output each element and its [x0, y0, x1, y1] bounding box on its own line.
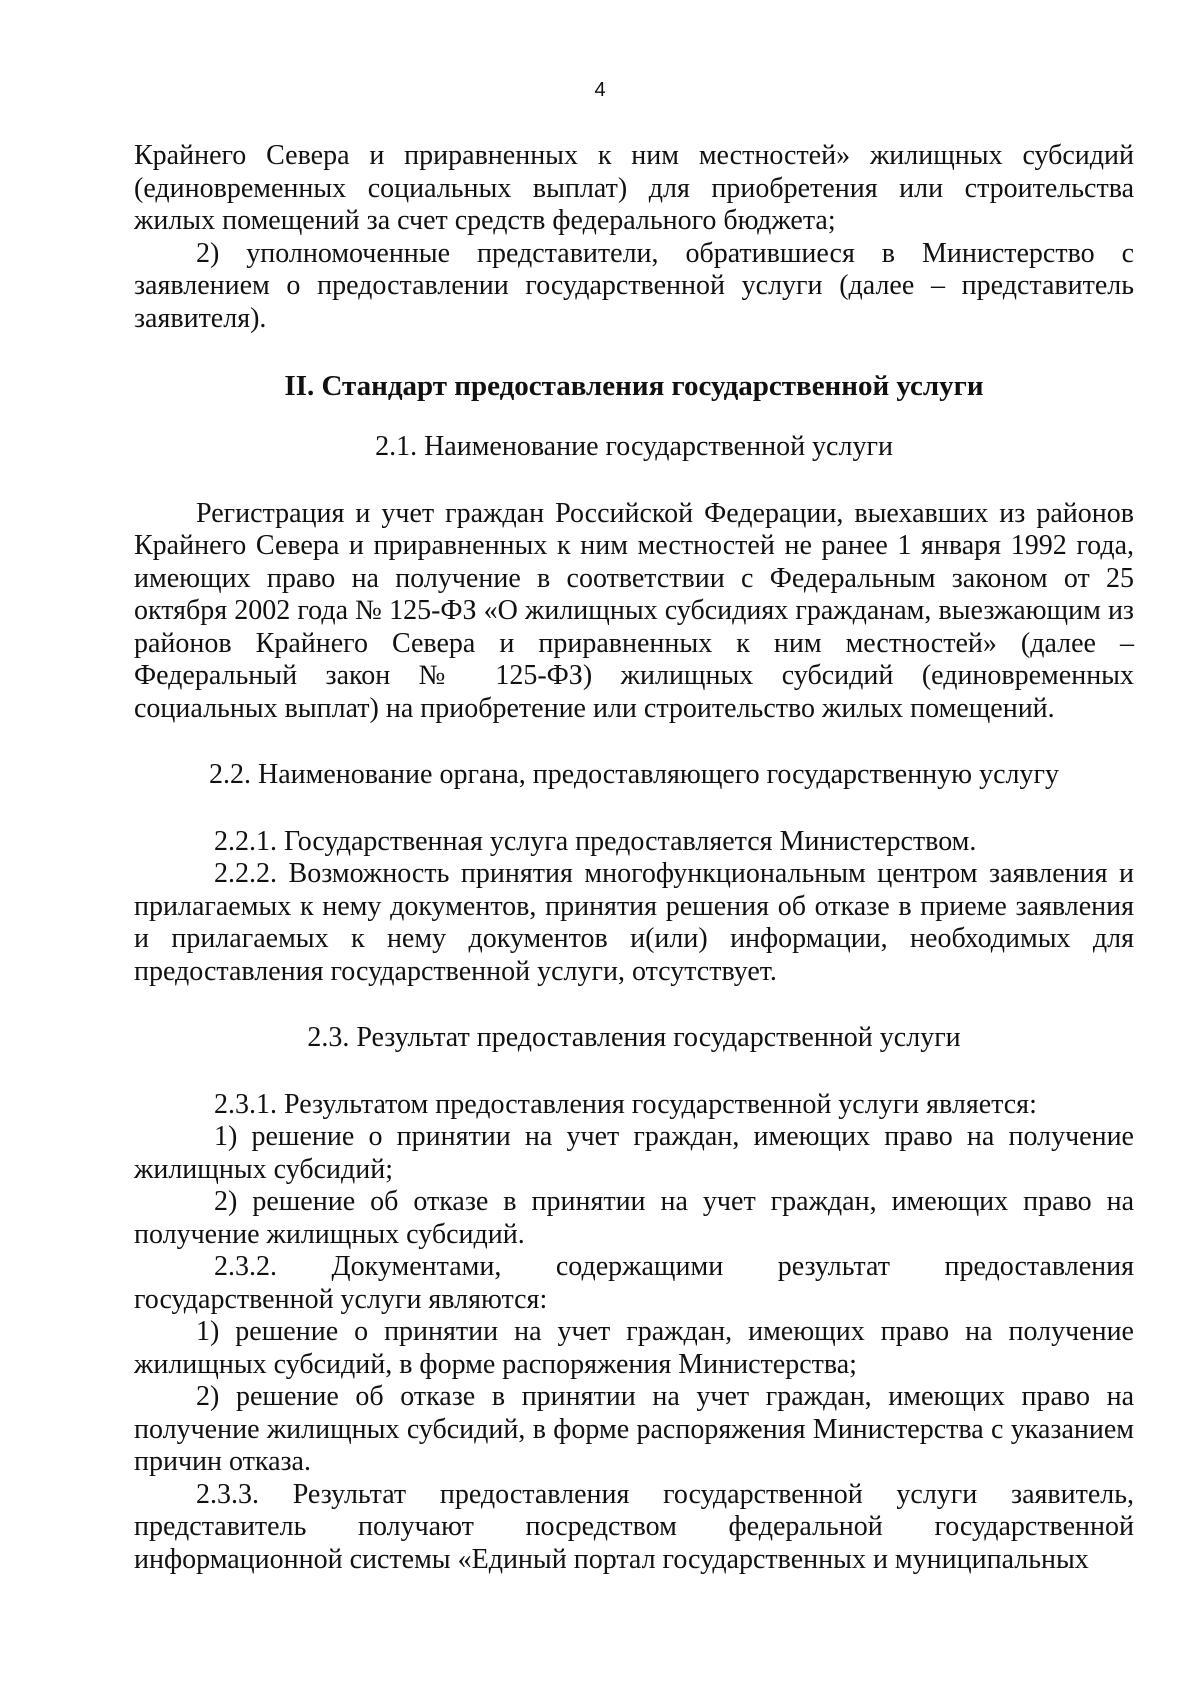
document-body: [134, 140, 1134, 1576]
list-item: 1) решение о принятии на учет граждан, имеющих право на получение жилищных субсидий;: [134, 1121, 1134, 1185]
page-number: 4: [594, 79, 606, 101]
paragraph: 2.3.2. Документами, содержащими результат предоставления государственной услуги являются:: [134, 1251, 1134, 1315]
section-heading: II. Стандарт предоставления государственной услуги: [284, 370, 984, 402]
paragraph: 2.3.1. Результатом предоставления государственной услуги является:: [214, 1088, 1037, 1120]
subsection-heading: 2.2. Наименование органа, предоставляющего государственную услугу: [209, 759, 1059, 790]
list-item: 1) решение о принятии на учет граждан, имеющих право на получение жилищных субсидий, в форме распоряжения Министерства;: [134, 1316, 1134, 1380]
list-item: 2) уполномоченные представители, обратившиеся в Министерство с заявлением о предоставлении государственной услуги (далее – представитель заявителя).: [134, 237, 1134, 334]
paragraph: Регистрация и учет граждан Российской Федерации, выехавших из районов Крайнего Севера и приравненных к ним местностей не ранее 1 января 1992 года, имеющих право на получение в соответствии с Федеральным законом от 25 октября 2002 года № 125-ФЗ «О жилищных субсидиях гражданам, выезжающим из районов Крайнего Севера и приравненных к ним местностей» (далее – Федеральный закон № 125-ФЗ) жилищных субсидий (единовременных социальных выплат) на приобретение или строительство жилых помещений.: [134, 497, 1134, 724]
subsection-heading: 2.3. Результат предоставления государственной услуги: [307, 1022, 961, 1053]
list-item: 2) решение об отказе в принятии на учет граждан, имеющих право на получение жилищных субсидий.: [134, 1186, 1134, 1250]
paragraph: 2.3.3. Результат предоставления государственной услуги заявитель, представитель получают посредством федеральной государственной информационной системы «Единый портал государственных и муниципальных: [134, 1478, 1134, 1575]
subsection-heading: 2.1. Наименование государственной услуги: [375, 431, 893, 462]
list-item: 2) решение об отказе в принятии на учет граждан, имеющих право на получение жилищных субсидий, в форме распоряжения Министерства с указанием причин отказа.: [134, 1381, 1134, 1477]
paragraph: 2.2.1. Государственная услуга предоставляется Министерством.: [214, 825, 977, 857]
paragraph: 2.2.2. Возможность принятия многофункциональным центром заявления и прилагаемых к нему документов, принятия решения об отказе в приеме заявления и прилагаемых к нему документов и(или) информации, необходимых для предоставления государственной услуги, отсутствует.: [134, 858, 1134, 987]
continuation-paragraph: Крайнего Севера и приравненных к ним местностей» жилищных субсидий (единовременных социальных выплат) для приобретения или строительства жилых помещений за счет средств федерального бюджета;: [134, 140, 1134, 236]
